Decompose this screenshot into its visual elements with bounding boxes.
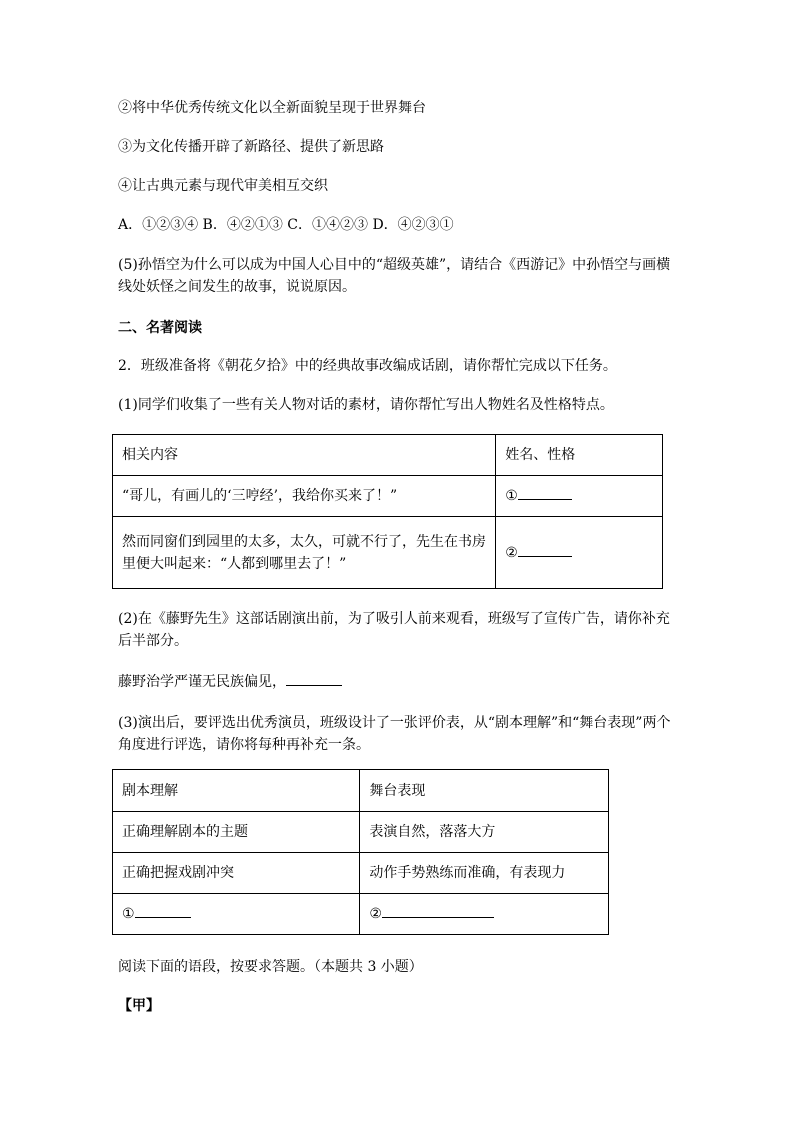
row1-answer-label: ① (505, 488, 518, 504)
header-script-understanding: 剧本理解 (113, 770, 360, 812)
table-row (113, 476, 663, 517)
answer-choices: A．①②③④ B．④②①③ C．①④②③ D．④②③① (118, 217, 454, 233)
table-cell: 正确把握戏剧冲突 (113, 853, 360, 894)
table-header-row (113, 435, 663, 476)
answer-label: ① (122, 906, 135, 922)
header-name-trait: 姓名、性格 (496, 435, 663, 476)
sub-question-2: (2)在《藤野先生》这部话剧演出前，为了吸引人前来观看，班级写了宣传广告，请你补充后半部分。 (118, 611, 670, 649)
ad-line-text: 藤野治学严谨无民族偏见， (118, 674, 286, 690)
section-heading: 二、名著阅读 (118, 320, 202, 336)
option-item-3: ③为文化传播开辟了新路径、提供了新思路 (118, 139, 384, 155)
row1-answer-cell (496, 476, 663, 517)
reading-intro: 阅读下面的语段，按要求答题。（本题共 3 小题） (118, 959, 423, 975)
answer-blank[interactable] (518, 542, 572, 557)
table-cell: 正确理解剧本的主题 (113, 812, 360, 853)
ad-answer-blank[interactable] (286, 671, 342, 686)
row2-answer-label: ② (505, 544, 518, 561)
table-cell: 表演自然，落落大方 (360, 812, 609, 853)
answer-blank[interactable] (518, 485, 572, 500)
table-cell: 动作手势熟练而准确，有表现力 (360, 853, 609, 894)
row2-content: 然而同窗们到园里的太多，太久，可就不行了，先生在书房里便大叫起来：“人都到哪里去了！” (113, 517, 496, 589)
table-row (113, 517, 663, 589)
option-item-4: ④让古典元素与现代审美相互交织 (118, 178, 328, 194)
answer-blank[interactable] (382, 903, 494, 918)
row2-answer-cell (496, 517, 663, 589)
table-row (113, 894, 609, 935)
passage-jia-label: 【甲】 (118, 998, 160, 1014)
row1-content: “哥儿，有画儿的‘三哼经’，我给你买来了！” (113, 476, 496, 517)
table-header-row (113, 770, 609, 812)
ad-line (118, 671, 342, 692)
option-item-2: ②将中华优秀传统文化以全新面貌呈现于世界舞台 (118, 100, 426, 116)
answer-cell-right (360, 894, 609, 935)
header-content: 相关内容 (113, 435, 496, 476)
answer-cell-left (113, 894, 360, 935)
question-5: (5)孙悟空为什么可以成为中国人心目中的“超级英雄”，请结合《西游记》中孙悟空与画横线处妖怪之间发生的故事，说说原因。 (118, 257, 671, 295)
table-row (113, 853, 609, 894)
sub-question-3: (3)演出后，要评选出优秀演员，班级设计了一张评价表，从“剧本理解”和“舞台表现”两个角度进行评选，请你将每种再补充一条。 (118, 715, 671, 753)
character-table (112, 434, 663, 589)
answer-blank[interactable] (135, 903, 191, 918)
header-stage-performance: 舞台表现 (360, 770, 609, 812)
evaluation-table (112, 769, 609, 935)
table-row (113, 812, 609, 853)
answer-label: ② (369, 906, 382, 922)
sub-question-1: (1)同学们收集了一些有关人物对话的素材，请你帮忙写出人物姓名及性格特点。 (118, 397, 614, 413)
question-2-intro: 2．班级准备将《朝花夕拾》中的经典故事改编成话剧，请你帮忙完成以下任务。 (118, 358, 617, 374)
